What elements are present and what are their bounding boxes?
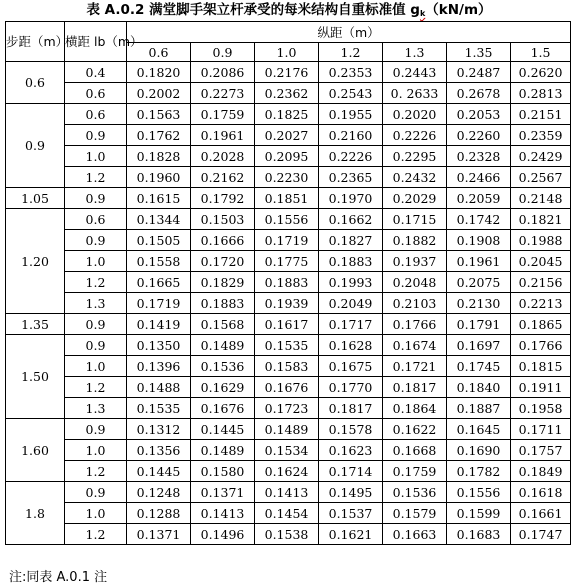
value-cell: 0.1961 bbox=[191, 125, 255, 146]
value-cell: 0.2049 bbox=[319, 293, 383, 314]
value-cell: 0.1851 bbox=[255, 188, 319, 209]
transverse-cell: 1.0 bbox=[65, 503, 127, 524]
value-cell: 0.1618 bbox=[511, 482, 571, 503]
value-cell: 0.1663 bbox=[383, 524, 447, 545]
value-cell: 0.1757 bbox=[511, 440, 571, 461]
value-cell: 0.1445 bbox=[191, 419, 255, 440]
value-cell: 0.2429 bbox=[511, 146, 571, 167]
table-row bbox=[6, 230, 571, 251]
value-cell: 0.1568 bbox=[191, 314, 255, 335]
value-cell: 0.2130 bbox=[447, 293, 511, 314]
transverse-cell: 0.6 bbox=[65, 209, 127, 230]
value-cell: 0.1556 bbox=[447, 482, 511, 503]
value-cell: 0.1628 bbox=[319, 335, 383, 356]
value-cell: 0.1792 bbox=[191, 188, 255, 209]
table-row bbox=[6, 503, 571, 524]
value-cell: 0.1683 bbox=[447, 524, 511, 545]
value-cell: 0.1759 bbox=[191, 104, 255, 125]
value-cell: 0.1624 bbox=[255, 461, 319, 482]
longitudinal-spacing-cell: 1.5 bbox=[511, 43, 571, 62]
value-cell: 0.1742 bbox=[447, 209, 511, 230]
value-cell: 0.2053 bbox=[447, 104, 511, 125]
value-cell: 0.2260 bbox=[447, 125, 511, 146]
table-row bbox=[6, 356, 571, 377]
value-cell: 0.1865 bbox=[511, 314, 571, 335]
value-cell: 0.1721 bbox=[383, 356, 447, 377]
value-cell: 0.2328 bbox=[447, 146, 511, 167]
value-cell: 0.2075 bbox=[447, 272, 511, 293]
value-cell: 0.1579 bbox=[383, 503, 447, 524]
value-cell: 0.1503 bbox=[191, 209, 255, 230]
transverse-cell: 1.0 bbox=[65, 356, 127, 377]
value-cell: 0.1864 bbox=[383, 398, 447, 419]
value-cell: 0.1454 bbox=[255, 503, 319, 524]
value-cell: 0.1937 bbox=[383, 251, 447, 272]
transverse-cell: 1.3 bbox=[65, 398, 127, 419]
value-cell: 0.1583 bbox=[255, 356, 319, 377]
longitudinal-spacing-cell: 1.0 bbox=[255, 43, 319, 62]
transverse-cell: 1.2 bbox=[65, 461, 127, 482]
value-cell: 0.2443 bbox=[383, 62, 447, 83]
transverse-cell: 0.9 bbox=[65, 335, 127, 356]
table-body bbox=[6, 62, 571, 545]
transverse-cell: 1.3 bbox=[65, 293, 127, 314]
value-cell: 0.1489 bbox=[191, 335, 255, 356]
value-cell: 0.1666 bbox=[191, 230, 255, 251]
value-cell: 0.1445 bbox=[127, 461, 191, 482]
value-cell: 0.1745 bbox=[447, 356, 511, 377]
title-unit: （kN/m） bbox=[425, 2, 492, 18]
value-cell: 0.1723 bbox=[255, 398, 319, 419]
value-cell: 0.1717 bbox=[319, 314, 383, 335]
step-cell: 1.60 bbox=[6, 419, 65, 482]
value-cell: 0.1356 bbox=[127, 440, 191, 461]
value-cell: 0.1939 bbox=[255, 293, 319, 314]
transverse-cell: 1.2 bbox=[65, 272, 127, 293]
value-cell: 0.1766 bbox=[511, 335, 571, 356]
value-cell: 0.2095 bbox=[255, 146, 319, 167]
title-subscript: k bbox=[419, 9, 426, 18]
table-row bbox=[6, 398, 571, 419]
value-cell: 0.1413 bbox=[191, 503, 255, 524]
table-title bbox=[0, 0, 578, 20]
table-row bbox=[6, 524, 571, 545]
value-cell: 0.1720 bbox=[191, 251, 255, 272]
value-cell: 0.1715 bbox=[383, 209, 447, 230]
table-row bbox=[6, 146, 571, 167]
value-cell: 0.1719 bbox=[127, 293, 191, 314]
value-cell: 0.1556 bbox=[255, 209, 319, 230]
value-cell: 0.1578 bbox=[319, 419, 383, 440]
value-cell: 0.1840 bbox=[447, 377, 511, 398]
table-row bbox=[6, 419, 571, 440]
value-cell: 0.2295 bbox=[383, 146, 447, 167]
transverse-cell: 0.9 bbox=[65, 188, 127, 209]
value-cell: 0.1908 bbox=[447, 230, 511, 251]
value-cell: 0.1558 bbox=[127, 251, 191, 272]
value-cell: 0.2027 bbox=[255, 125, 319, 146]
value-cell: 0.1849 bbox=[511, 461, 571, 482]
value-cell: 0.1622 bbox=[383, 419, 447, 440]
longitudinal-spacing-cell: 1.3 bbox=[383, 43, 447, 62]
value-cell: 0.1488 bbox=[127, 377, 191, 398]
transverse-cell: 1.0 bbox=[65, 251, 127, 272]
table-row bbox=[6, 272, 571, 293]
value-cell: 0.1815 bbox=[511, 356, 571, 377]
value-cell: 0.2028 bbox=[191, 146, 255, 167]
value-cell: 0.1676 bbox=[191, 398, 255, 419]
value-cell: 0.1690 bbox=[447, 440, 511, 461]
value-cell: 0.1697 bbox=[447, 335, 511, 356]
table-row bbox=[6, 440, 571, 461]
value-cell: 0.1674 bbox=[383, 335, 447, 356]
value-cell: 0.1563 bbox=[127, 104, 191, 125]
value-cell: 0.1762 bbox=[127, 125, 191, 146]
step-cell: 1.20 bbox=[6, 209, 65, 314]
value-cell: 0.1970 bbox=[319, 188, 383, 209]
value-cell: 0.1988 bbox=[511, 230, 571, 251]
value-cell: 0.2230 bbox=[255, 167, 319, 188]
value-cell: 0.1747 bbox=[511, 524, 571, 545]
value-cell: 0.1993 bbox=[319, 272, 383, 293]
value-cell: 0.1665 bbox=[127, 272, 191, 293]
value-cell: 0.1791 bbox=[447, 314, 511, 335]
value-cell: 0.1396 bbox=[127, 356, 191, 377]
value-cell: 0.1645 bbox=[447, 419, 511, 440]
value-cell: 0.2020 bbox=[383, 104, 447, 125]
value-cell: 0.2226 bbox=[319, 146, 383, 167]
value-cell: 0.2176 bbox=[255, 62, 319, 83]
value-cell: 0.1883 bbox=[319, 251, 383, 272]
table-row bbox=[6, 251, 571, 272]
table-title-text: 表 A.0.2 满堂脚手架立杆承受的每米结构自重标准值 g bbox=[86, 2, 420, 18]
value-cell: 0.1782 bbox=[447, 461, 511, 482]
value-cell: 0.1817 bbox=[383, 377, 447, 398]
value-cell: 0.1676 bbox=[255, 377, 319, 398]
value-cell: 0.1535 bbox=[127, 398, 191, 419]
value-cell: 0.1419 bbox=[127, 314, 191, 335]
step-header: 步距（m） bbox=[6, 22, 65, 62]
value-cell: 0.1248 bbox=[127, 482, 191, 503]
value-cell: 0.1489 bbox=[255, 419, 319, 440]
value-cell: 0.1662 bbox=[319, 209, 383, 230]
transverse-cell: 0.4 bbox=[65, 62, 127, 83]
value-cell: 0.1371 bbox=[191, 482, 255, 503]
value-cell: 0.1817 bbox=[319, 398, 383, 419]
transverse-cell: 1.0 bbox=[65, 146, 127, 167]
value-cell: 0.1580 bbox=[191, 461, 255, 482]
transverse-header: 横距 lb（m） bbox=[65, 22, 127, 62]
value-cell: 0.2273 bbox=[191, 83, 255, 104]
table-note: 注:同表 A.0.1 注 bbox=[9, 570, 108, 585]
value-cell: 0.1599 bbox=[447, 503, 511, 524]
value-cell: 0. 2633 bbox=[383, 83, 447, 104]
value-cell: 0.1288 bbox=[127, 503, 191, 524]
step-cell: 1.50 bbox=[6, 335, 65, 419]
table-row bbox=[6, 167, 571, 188]
value-cell: 0.2156 bbox=[511, 272, 571, 293]
value-cell: 0.2543 bbox=[319, 83, 383, 104]
value-cell: 0.1350 bbox=[127, 335, 191, 356]
table-row bbox=[6, 83, 571, 104]
table-row bbox=[6, 461, 571, 482]
transverse-cell: 0.6 bbox=[65, 104, 127, 125]
value-cell: 0.1960 bbox=[127, 167, 191, 188]
value-cell: 0.1821 bbox=[511, 209, 571, 230]
value-cell: 0.2162 bbox=[191, 167, 255, 188]
transverse-cell: 0.9 bbox=[65, 419, 127, 440]
value-cell: 0.2813 bbox=[511, 83, 571, 104]
transverse-cell: 0.9 bbox=[65, 482, 127, 503]
value-cell: 0.2103 bbox=[383, 293, 447, 314]
value-cell: 0.1911 bbox=[511, 377, 571, 398]
value-cell: 0.1371 bbox=[127, 524, 191, 545]
longitudinal-spacing-cell: 1.2 bbox=[319, 43, 383, 62]
value-cell: 0.1820 bbox=[127, 62, 191, 83]
value-cell: 0.1827 bbox=[319, 230, 383, 251]
value-cell: 0.2048 bbox=[383, 272, 447, 293]
table-row bbox=[6, 104, 571, 125]
value-cell: 0.2213 bbox=[511, 293, 571, 314]
value-cell: 0.2086 bbox=[191, 62, 255, 83]
value-cell: 0.1489 bbox=[191, 440, 255, 461]
value-cell: 0.2432 bbox=[383, 167, 447, 188]
value-cell: 0.1719 bbox=[255, 230, 319, 251]
value-cell: 0.1495 bbox=[319, 482, 383, 503]
value-cell: 0.1675 bbox=[319, 356, 383, 377]
value-cell: 0.1496 bbox=[191, 524, 255, 545]
value-cell: 0.1536 bbox=[383, 482, 447, 503]
transverse-cell: 0.9 bbox=[65, 230, 127, 251]
value-cell: 0.2353 bbox=[319, 62, 383, 83]
longitudinal-header: 纵距（m） bbox=[127, 22, 571, 43]
value-cell: 0.1536 bbox=[191, 356, 255, 377]
value-cell: 0.1534 bbox=[255, 440, 319, 461]
value-cell: 0.2362 bbox=[255, 83, 319, 104]
transverse-cell: 0.6 bbox=[65, 83, 127, 104]
transverse-cell: 1.2 bbox=[65, 377, 127, 398]
value-cell: 0.1766 bbox=[383, 314, 447, 335]
value-cell: 0.1537 bbox=[319, 503, 383, 524]
value-cell: 0.1413 bbox=[255, 482, 319, 503]
value-cell: 0.2567 bbox=[511, 167, 571, 188]
value-cell: 0.1882 bbox=[383, 230, 447, 251]
transverse-cell: 0.9 bbox=[65, 314, 127, 335]
value-cell: 0.1535 bbox=[255, 335, 319, 356]
value-cell: 0.1505 bbox=[127, 230, 191, 251]
table-row bbox=[6, 209, 571, 230]
table-row bbox=[6, 335, 571, 356]
value-cell: 0.1955 bbox=[319, 104, 383, 125]
step-cell: 1.05 bbox=[6, 188, 65, 209]
table-row bbox=[6, 314, 571, 335]
value-cell: 0.1961 bbox=[447, 251, 511, 272]
value-cell: 0.1759 bbox=[383, 461, 447, 482]
value-cell: 0.2045 bbox=[511, 251, 571, 272]
value-cell: 0.2620 bbox=[511, 62, 571, 83]
value-cell: 0.2148 bbox=[511, 188, 571, 209]
table-row bbox=[6, 188, 571, 209]
step-cell: 0.9 bbox=[6, 104, 65, 188]
transverse-cell: 1.2 bbox=[65, 524, 127, 545]
transverse-cell: 1.2 bbox=[65, 167, 127, 188]
value-cell: 0.1714 bbox=[319, 461, 383, 482]
transverse-cell: 0.9 bbox=[65, 125, 127, 146]
value-cell: 0.1883 bbox=[191, 293, 255, 314]
value-cell: 0.2002 bbox=[127, 83, 191, 104]
longitudinal-spacing-cell: 1.35 bbox=[447, 43, 511, 62]
table-row bbox=[6, 293, 571, 314]
value-cell: 0.1668 bbox=[383, 440, 447, 461]
value-cell: 0.1775 bbox=[255, 251, 319, 272]
value-cell: 0.1825 bbox=[255, 104, 319, 125]
transverse-cell: 1.0 bbox=[65, 440, 127, 461]
longitudinal-spacing-cell: 0.9 bbox=[191, 43, 255, 62]
value-cell: 0.1883 bbox=[255, 272, 319, 293]
value-cell: 0.2151 bbox=[511, 104, 571, 125]
value-cell: 0.1661 bbox=[511, 503, 571, 524]
value-cell: 0.1829 bbox=[191, 272, 255, 293]
table-row bbox=[6, 377, 571, 398]
longitudinal-spacing-cell: 0.6 bbox=[127, 43, 191, 62]
value-cell: 0.1615 bbox=[127, 188, 191, 209]
table-row bbox=[6, 482, 571, 503]
value-cell: 0.2160 bbox=[319, 125, 383, 146]
value-cell: 0.2466 bbox=[447, 167, 511, 188]
value-cell: 0.1629 bbox=[191, 377, 255, 398]
value-cell: 0.1617 bbox=[255, 314, 319, 335]
value-cell: 0.2487 bbox=[447, 62, 511, 83]
step-cell: 1.8 bbox=[6, 482, 65, 545]
table-row bbox=[6, 125, 571, 146]
value-cell: 0.1623 bbox=[319, 440, 383, 461]
value-cell: 0.1828 bbox=[127, 146, 191, 167]
value-cell: 0.1538 bbox=[255, 524, 319, 545]
value-cell: 0.2678 bbox=[447, 83, 511, 104]
step-cell: 0.6 bbox=[6, 62, 65, 104]
value-cell: 0.1344 bbox=[127, 209, 191, 230]
step-cell: 1.35 bbox=[6, 314, 65, 335]
value-cell: 0.2059 bbox=[447, 188, 511, 209]
value-cell: 0.1711 bbox=[511, 419, 571, 440]
value-cell: 0.1312 bbox=[127, 419, 191, 440]
value-cell: 0.1958 bbox=[511, 398, 571, 419]
value-cell: 0.2226 bbox=[383, 125, 447, 146]
value-cell: 0.1621 bbox=[319, 524, 383, 545]
value-cell: 0.2359 bbox=[511, 125, 571, 146]
value-cell: 0.2365 bbox=[319, 167, 383, 188]
table-row bbox=[6, 62, 571, 83]
value-cell: 0.1770 bbox=[319, 377, 383, 398]
value-cell: 0.1887 bbox=[447, 398, 511, 419]
dead-load-table bbox=[5, 21, 571, 545]
value-cell: 0.2029 bbox=[383, 188, 447, 209]
